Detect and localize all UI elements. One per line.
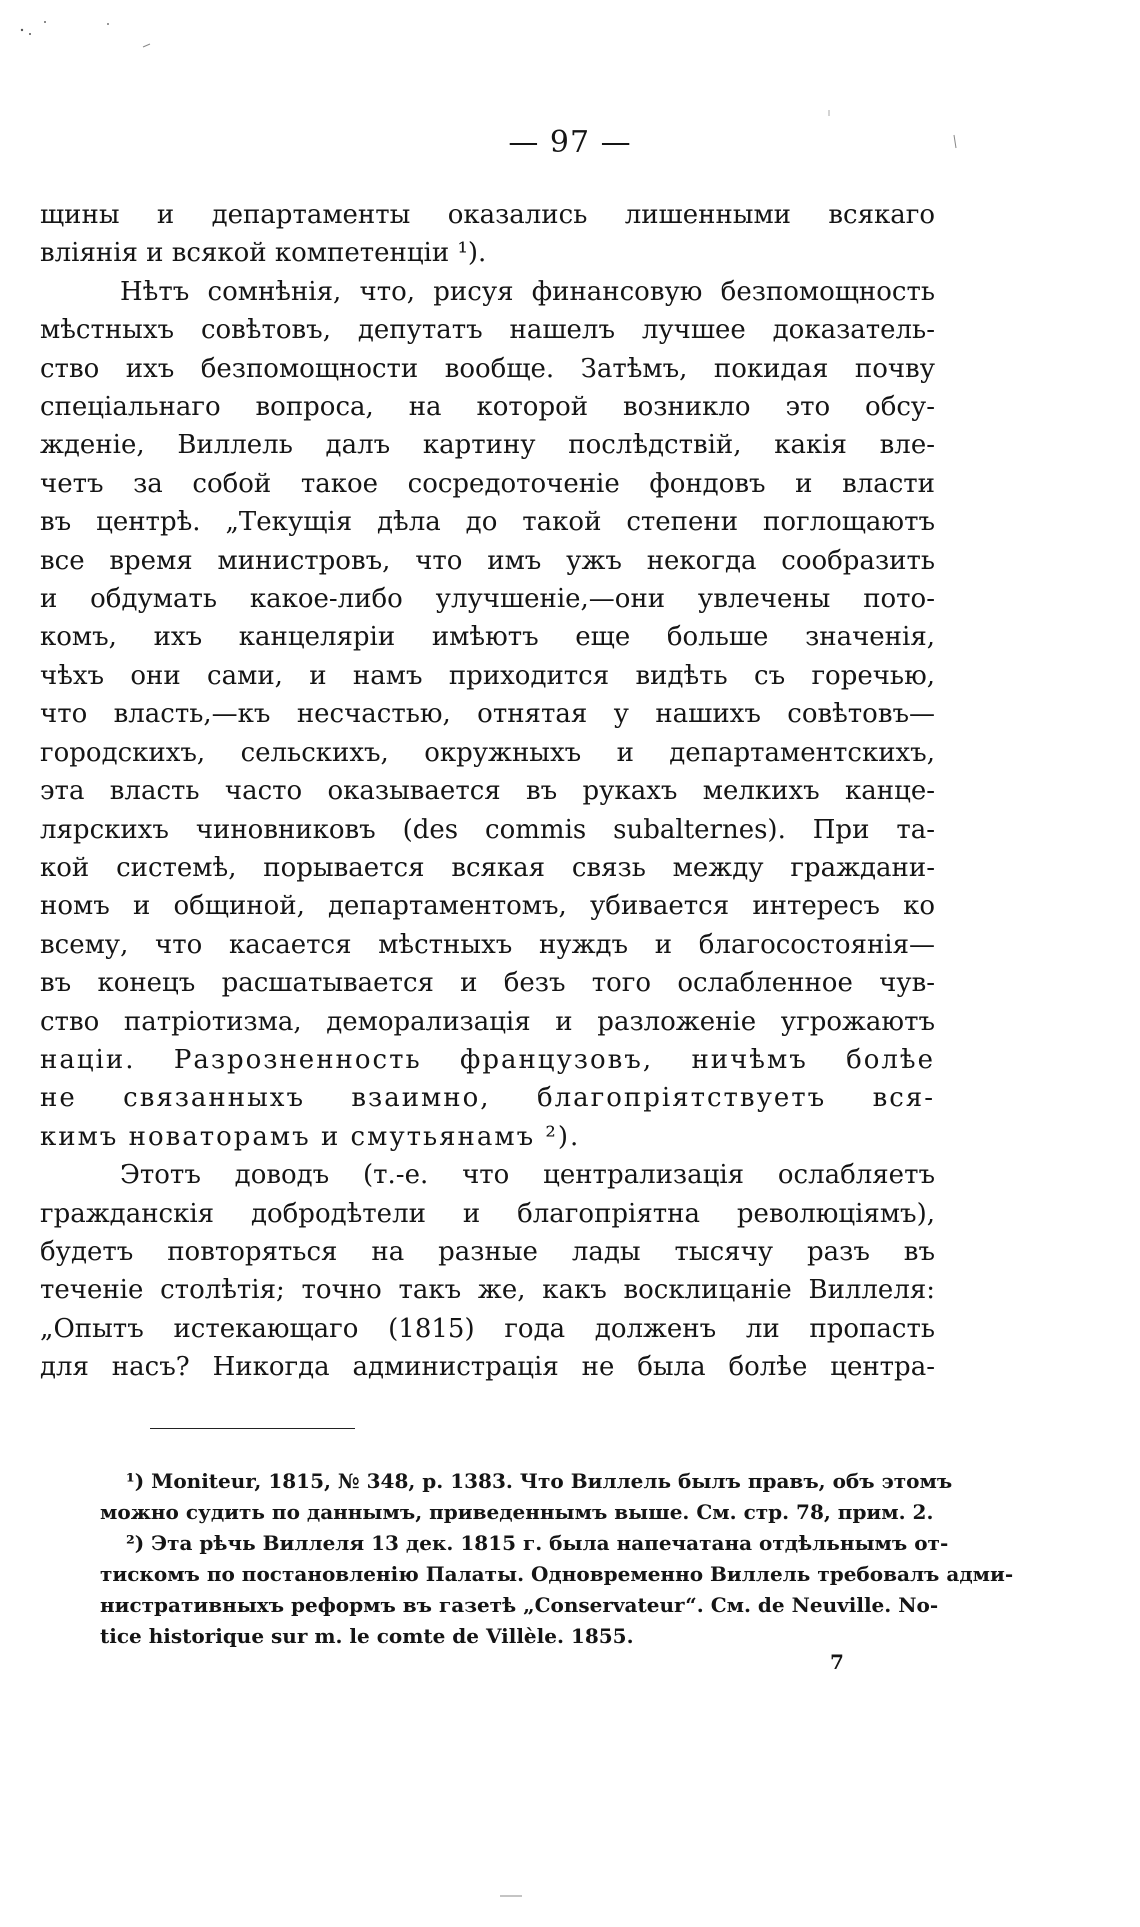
footnote-2 <box>100 1528 1014 1652</box>
text-line: жденіе, Виллель далъ картину послѣдствій, какія вле- <box>40 430 935 461</box>
footnote-line: ¹) Moniteur, 1815, № 348, p. 1383. Что Виллель былъ правъ, объ этомъ <box>126 1469 953 1493</box>
text-line: теченіе столѣтія; точно такъ же, какъ восклицаніе Виллеля: <box>40 1275 935 1306</box>
footnote-1 <box>100 1466 953 1528</box>
text-line: и обдумать какое-либо улучшеніе,—они увлечены пото- <box>40 584 935 615</box>
signature-mark: 7 <box>830 1650 844 1674</box>
text-line: кой системѣ, порывается всякая связь между граждани- <box>40 852 935 883</box>
text-line: кимъ новаторамъ и смутьянамъ ²). <box>40 1121 581 1152</box>
text-line: спеціальнаго вопроса, на которой возникло это обсу- <box>40 392 935 423</box>
text-line: въ конецъ расшатывается и безъ того ослабленное чув- <box>40 968 935 999</box>
text-line: не связанныхъ взаимно, благопріятствуетъ вся- <box>40 1083 935 1114</box>
text-line: номъ и общиной, департаментомъ, убивается интересъ ко <box>40 891 935 922</box>
text-line: ство ихъ безпомощности вообще. Затѣмъ, покидая почву <box>40 353 935 384</box>
body-text <box>40 196 935 1387</box>
page-number: — 97 — <box>508 125 632 160</box>
text-line: все время министровъ, что имъ ужъ некогда сообразить <box>40 545 935 576</box>
footnote-line: тискомъ по постановленію Палаты. Одновременно Виллель требовалъ адми- <box>100 1562 1014 1586</box>
text-line: Этотъ доводъ (т.-е. что централизація ослабляетъ <box>120 1160 935 1191</box>
text-line: въ центрѣ. „Текущія дѣла до такой степени поглощаютъ <box>40 507 935 538</box>
text-line: чѣхъ они сами, и намъ приходится видѣть съ горечью, <box>40 660 935 691</box>
text-line: будетъ повторяться на разные лады тысячу разъ въ <box>40 1236 935 1267</box>
text-line: четъ за собой такое сосредоточеніе фондовъ и власти <box>40 468 935 499</box>
text-line: щины и департаменты оказались лишенными всякаго <box>40 200 935 230</box>
paragraph-3 <box>40 1156 935 1386</box>
paragraph-2 <box>40 273 935 1156</box>
footnote-line: можно судить по даннымъ, приведеннымъ выше. См. стр. 78, прим. 2. <box>100 1500 934 1524</box>
text-line: гражданскія добродѣтели и благопріятна революціямъ), <box>40 1198 935 1229</box>
footnotes <box>100 1466 1014 1652</box>
text-line: вліянія и всякой компетенціи ¹). <box>40 238 487 269</box>
text-line: „Опытъ истекающаго (1815) года долженъ ли пропасть <box>40 1313 935 1344</box>
text-line: для насъ? Никогда администрація не была болѣе центра- <box>40 1352 935 1383</box>
footnote-line: нистративныхъ реформъ въ газетѣ „Conservateur“. См. de Neuville. No- <box>100 1593 939 1617</box>
text-line: мѣстныхъ совѣтовъ, депутатъ нашелъ лучшее доказатель- <box>40 315 935 346</box>
footnote-line: tice historique sur m. le comte de Villèle. 1855. <box>100 1624 634 1648</box>
text-line: лярскихъ чиновниковъ (des commis subalternes). При та- <box>40 814 935 845</box>
text-line: комъ, ихъ канцеляріи имѣютъ еще больше значенія, <box>40 622 935 653</box>
text-line: Нѣтъ сомнѣнія, что, рисуя финансовую безпомощность <box>120 276 935 307</box>
text-line: эта власть часто оказывается въ рукахъ мелкихъ канце- <box>40 776 935 807</box>
text-line: всему, что касается мѣстныхъ нуждъ и благосостоянія— <box>40 929 935 960</box>
footnote-separator <box>150 1428 355 1429</box>
footnote-line: ²) Эта рѣчь Виллеля 13 дек. 1815 г. была напечатана отдѣльнымъ от- <box>126 1531 949 1555</box>
text-line: ство патріотизма, деморализація и разложеніе угрожаютъ <box>40 1006 935 1037</box>
text-line: что власть,—къ несчастью, отнятая у нашихъ совѣтовъ— <box>40 699 935 730</box>
text-line: городскихъ, сельскихъ, окружныхъ и департаментскихъ, <box>40 737 935 768</box>
text-line: націи. Разрозненность французовъ, ничѣмъ болѣе <box>40 1044 935 1075</box>
paragraph-1 <box>40 196 935 273</box>
